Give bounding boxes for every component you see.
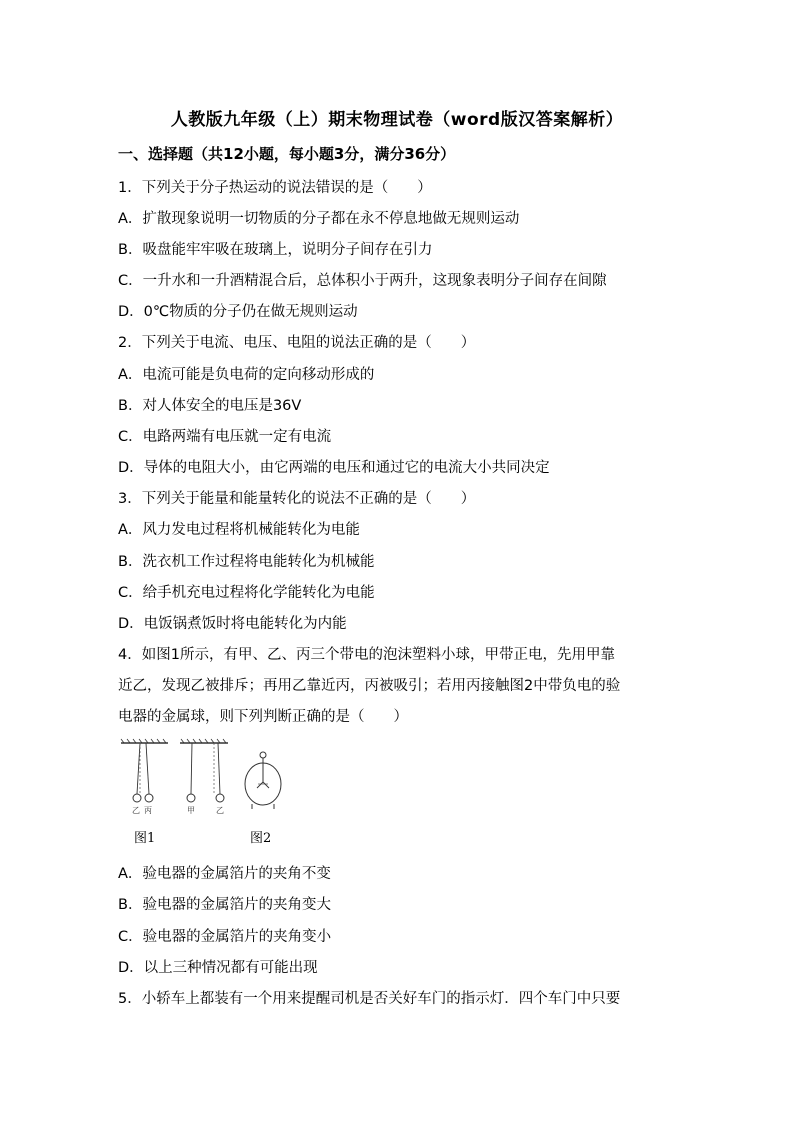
question-4-stem-line-3: 电器的金属球，则下列判断正确的是（ ） — [118, 709, 408, 725]
section-heading: 一、选择题（共12小题，每小题3分，满分36分） — [118, 145, 456, 163]
question-3-option-a: A．风力发电过程将机械能转化为电能 — [118, 522, 360, 538]
question-4-figure — [118, 738, 288, 850]
figure-1-ball-label: 甲 — [187, 806, 195, 815]
question-3-option-b: B．洗衣机工作过程将电能转化为机械能 — [118, 554, 375, 570]
figure-1-left-support — [121, 739, 168, 802]
figure-1-caption: 图1 — [134, 831, 156, 846]
figure-2-caption: 图2 — [250, 831, 272, 846]
question-4-stem-line-2: 近乙，发现乙被排斥；再用乙靠近丙，丙被吸引；若用丙接触图2中带负电的验 — [118, 678, 621, 694]
question-1-option-c: C．一升水和一升酒精混合后，总体积小于两升，这现象表明分子间存在间隙 — [118, 273, 607, 289]
question-1-stem: 1．下列关于分子热运动的说法错误的是（ ） — [118, 180, 432, 196]
question-2-option-b: B．对人体安全的电压是36V — [118, 398, 302, 414]
page-title: 人教版九年级（上）期末物理试卷（word版汉答案解析） — [170, 110, 624, 130]
question-3-stem: 3．下列关于能量和能量转化的说法不正确的是（ ） — [118, 491, 476, 507]
question-4-stem-line-1: 4．如图1所示，有甲、乙、丙三个带电的泡沫塑料小球，甲带正电，先用甲靠 — [118, 647, 615, 663]
figure-1-ball-label: 乙 — [216, 806, 224, 815]
question-2-option-d: D．导体的电阻大小，由它两端的电压和通过它的电流大小共同决定 — [118, 460, 550, 476]
question-2-option-c: C．电路两端有电压就一定有电流 — [118, 429, 332, 445]
figure-1-right-support — [180, 739, 228, 802]
question-3-option-d: D．电饭锅煮饭时将电能转化为内能 — [118, 616, 347, 632]
question-4-option-a: A．验电器的金属箔片的夹角不变 — [118, 866, 331, 882]
figure-1-ball-label: 乙 — [132, 806, 140, 815]
question-2-stem: 2．下列关于电流、电压、电阻的说法正确的是（ ） — [118, 335, 476, 351]
figure-1-ball-label: 丙 — [144, 806, 152, 815]
figure-2-electroscope — [245, 752, 281, 809]
question-1-option-d: D．0℃物质的分子仍在做无规则运动 — [118, 304, 358, 320]
question-4-option-d: D．以上三种情况都有可能出现 — [118, 960, 318, 976]
question-4-option-b: B．验电器的金属箔片的夹角变大 — [118, 897, 331, 913]
question-2-option-a: A．电流可能是负电荷的定向移动形成的 — [118, 367, 375, 383]
question-5-stem-line-1: 5．小轿车上都装有一个用来提醒司机是否关好车门的指示灯．四个车门中只要 — [118, 991, 621, 1007]
question-3-option-c: C．给手机充电过程将化学能转化为电能 — [118, 585, 375, 601]
question-1-option-a: A．扩散现象说明一切物质的分子都在永不停息地做无规则运动 — [118, 211, 520, 227]
question-4-option-c: C．验电器的金属箔片的夹角变小 — [118, 929, 332, 945]
question-1-option-b: B．吸盘能牢牢吸在玻璃上，说明分子间存在引力 — [118, 242, 433, 258]
